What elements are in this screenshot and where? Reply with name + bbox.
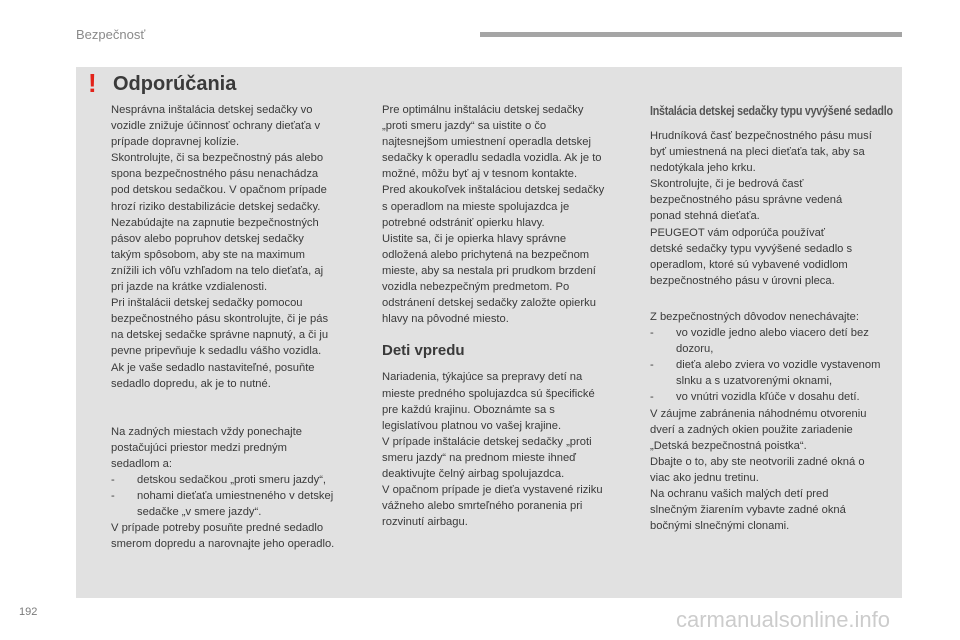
col2-paragraph-1: [382, 102, 632, 327]
text-line: V prípade inštalácie detskej sedačky „proti: [382, 435, 592, 448]
col3-paragraph-2: [650, 309, 896, 325]
col3-paragraph-3: [650, 406, 896, 535]
text-line: dverí a zadných okien použite zariadenie: [650, 423, 853, 436]
text-line: Skontrolujte, či je bedrová časť: [650, 178, 804, 191]
text-line: vážneho alebo smrteľného poranenia pri: [382, 500, 583, 513]
text-line: sedadlom a:: [111, 457, 172, 470]
section-label: Bezpečnosť: [76, 27, 146, 42]
warning-icon: !: [88, 68, 97, 98]
text-line: pásov alebo popruhov detskej sedačky: [111, 232, 304, 245]
text-line: hrozí riziko destabilizácie detskej sedačky.: [111, 200, 321, 213]
watermark: carmanualsonline.info: [676, 607, 891, 632]
column-2: [382, 102, 632, 530]
text-line: Nesprávna inštalácia detskej sedačky vo: [111, 104, 313, 116]
list-item: - vo vozidle jedno alebo viacero detí bez dozoru,: [650, 325, 896, 357]
column-1: [111, 102, 361, 552]
text-line: takým spôsobom, aby ste na maximum: [111, 248, 305, 261]
header-bar: [480, 32, 902, 37]
text-line: V opačnom prípade je dieťa vystavené riziku: [382, 484, 603, 497]
text-line: pri jazde na krátke vzdialenosti.: [111, 281, 268, 294]
col1-list: [111, 472, 361, 520]
list-item: - nohami dieťaťa umiestneného v detskej sedačke „v smere jazdy“.: [111, 488, 361, 520]
text-line: PEUGEOT vám odporúča používať: [650, 226, 825, 239]
text-line: bezpečnostného pásu skontrolujte, či je pás: [111, 313, 329, 326]
text-line: znížili ich vôľu vzhľadom na telo dieťaťa, aj: [111, 264, 324, 277]
text-line: Skontrolujte, či sa bezpečnostný pás alebo: [111, 152, 324, 165]
text-line: bezpečnostného pásu správne vedená: [650, 194, 843, 207]
text-line: odstránení detskej sedačky založte opierku: [382, 297, 596, 310]
text-line: bezpečnostného pásu v úrovni pleca.: [650, 274, 835, 287]
list-item: - vo vnútri vozidla kľúče v dosahu detí.: [650, 389, 896, 405]
text-line: prípade dopravnej kolízie.: [111, 136, 240, 149]
text-line: mieste, aby sa nestala pri prudkom brzdení: [382, 264, 596, 277]
col3-paragraph-1: [650, 128, 896, 289]
text-line: pevne pripevňuje k sedadlu vášho vozidla.: [111, 345, 322, 358]
panel-title: Odporúčania: [113, 73, 237, 95]
text-line: Dbajte o to, aby ste neotvorili zadné okná o: [650, 455, 865, 468]
text-line: legislatívou platnou vo vašej krajine.: [382, 419, 562, 432]
text-line: smeru jazdy“ na prednom mieste ihneď: [382, 451, 577, 464]
text-line: vozidla nebezpečným predmetom. Po: [382, 281, 570, 294]
col1-paragraph-1: [111, 102, 361, 392]
text-line: Z bezpečnostných dôvodov nenechávajte:: [650, 310, 859, 323]
text-line: na detskej sedačke správne napnutý, a či ju: [111, 329, 329, 342]
text-line: rozvinutí airbagu.: [382, 516, 468, 529]
booster-seat-heading: Inštalácia detskej sedačky typu vyvýšené sedadlo: [650, 104, 893, 118]
text-line: najtesnejšom umiestnení operadla detskej: [382, 136, 591, 149]
page-number: 192: [19, 606, 38, 618]
text-line: potrebné odstrániť opierku hlavy.: [382, 216, 545, 229]
text-line: Pred akoukoľvek inštaláciou detskej sedačky: [382, 184, 605, 197]
text-line: slnečným žiarením vybavte zadné okná: [650, 504, 846, 517]
text-line: „Detská bezpečnostná poistka“.: [650, 439, 807, 452]
text-line: hlavy na pôvodné miesto.: [382, 313, 509, 326]
text-line: bočnými slnečnými clonami.: [650, 520, 790, 533]
text-line: ponad stehná dieťaťa.: [650, 210, 760, 223]
text-line: deaktivujte čelný airbag spolujazdca.: [382, 467, 565, 480]
text-line: operadlom, ktoré sú vybavené vodidlom: [650, 258, 848, 271]
text-line: nedotýkala jeho krku.: [650, 162, 756, 175]
text-line: sedadlo dopredu, ak je to nutné.: [111, 377, 271, 390]
text-line: Uistite sa, či je opierka hlavy správne: [382, 232, 567, 245]
text-line: Na ochranu vašich malých detí pred: [650, 487, 829, 500]
col2-paragraph-2: [382, 369, 632, 530]
text-line: mieste predného spolujazdca sú špecifické: [382, 387, 595, 400]
text-line: postačujúci priestor medzi predným: [111, 441, 287, 454]
col1-paragraph-2: [111, 424, 361, 472]
text-line: spona bezpečnostného pásu nenachádza: [111, 168, 319, 181]
col1-paragraph-3: [111, 520, 361, 552]
text-line: Nezabúdajte na zapnutie bezpečnostných: [111, 216, 319, 229]
text-line: „proti smeru jazdy“ sa uistite o čo: [382, 120, 547, 133]
text-line: Na zadných miestach vždy ponechajte: [111, 425, 302, 438]
text-line: detské sedačky typu vyvýšené sedadlo s: [650, 242, 853, 255]
text-line: Hrudníková časť bezpečnostného pásu musí: [650, 130, 872, 142]
text-line: V prípade potreby posuňte predné sedadlo: [111, 522, 324, 535]
text-line: sedačky k operadlu sedadla vozidla. Ak je to: [382, 152, 602, 165]
text-line: pod detskou sedačkou. V opačnom prípade: [111, 184, 327, 197]
text-line: s operadlom na mieste spolujazdca je: [382, 200, 570, 213]
text-line: pre každú krajinu. Oboznámte sa s: [382, 403, 555, 416]
text-line: viac ako jednu tretinu.: [650, 471, 759, 484]
text-line: V záujme zabránenia náhodnému otvoreniu: [650, 407, 867, 420]
text-line: Ak je vaše sedadlo nastaviteľné, posuňte: [111, 361, 315, 374]
text-line: byť umiestnená na pleci dieťaťa tak, aby sa: [650, 146, 865, 159]
list-item: - detskou sedačkou „proti smeru jazdy“,: [111, 472, 361, 488]
text-line: vozidle znižuje účinnosť ochrany dieťaťa v: [111, 120, 321, 133]
text-line: Pri inštalácii detskej sedačky pomocou: [111, 297, 303, 310]
col3-list: [650, 325, 896, 405]
text-line: odložená alebo prichytená na bezpečnom: [382, 248, 590, 261]
text-line: Pre optimálnu inštaláciu detskej sedačky: [382, 104, 584, 116]
front-children-heading: Deti vpredu: [382, 342, 465, 360]
column-3: [650, 128, 896, 534]
text-line: smerom dopredu a narovnajte jeho operadlo.: [111, 538, 335, 551]
text-line: možné, môžu byť aj v tesnom kontakte.: [382, 168, 578, 181]
text-line: Nariadenia, týkajúce sa prepravy detí na: [382, 371, 583, 384]
list-item: - dieťa alebo zviera vo vozidle vystavenom slnku a s uzatvorenými oknami,: [650, 357, 896, 389]
